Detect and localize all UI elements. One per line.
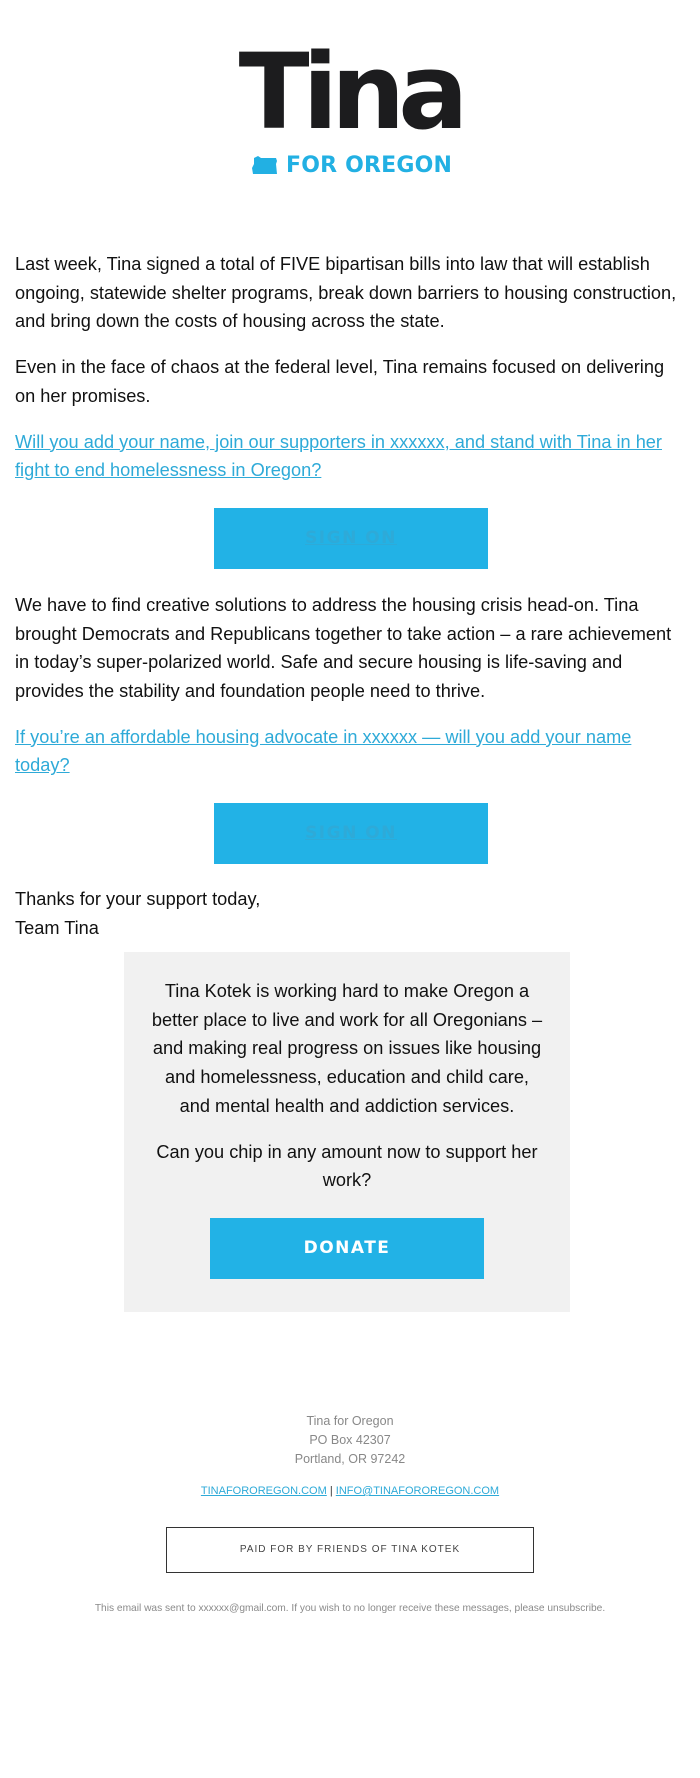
donate-box — [124, 952, 570, 1312]
logo-tagline-row — [252, 152, 452, 178]
footer-links — [0, 1485, 700, 1497]
email-body — [15, 250, 687, 943]
donate-button[interactable]: DONATE — [210, 1218, 484, 1279]
website-link[interactable]: TINAFOROREGON.COM — [200, 1485, 327, 1497]
solutions-paragraph: We have to find creative solutions to address the housing crisis head-on. Tina brought Democrats and Republicans together to take action – a rare achievement in today’s super-polarized world. Safe and secure housing is life-saving and provides the stability and foundation people need to thrive. — [15, 594, 672, 702]
logo-wordmark: Tina — [238, 31, 462, 153]
footer-po-box: PO Box 42307 — [309, 1433, 391, 1447]
email-link[interactable]: INFO@TINAFOROREGON.COM — [335, 1485, 500, 1497]
donate-ask-paragraph: Can you chip in any amount now to support her work? — [156, 1141, 538, 1191]
paid-for-disclaimer: PAID FOR BY FRIENDS OF TINA KOTEK — [166, 1527, 534, 1573]
signoff-thanks: Thanks for your support today, — [15, 889, 261, 910]
sign-on-button-1[interactable]: SIGN ON — [214, 508, 488, 569]
oregon-state-icon — [252, 155, 278, 175]
sign-on-button-2[interactable]: SIGN ON — [214, 803, 488, 864]
petition-link-2[interactable]: If you’re an affordable housing advocate in xxxxxx — will you add your name today? — [15, 726, 632, 776]
unsubscribe-notice: This email was sent to xxxxxx@gmail.com. If you wish to no longer receive these messages, please unsubscribe. — [94, 1603, 606, 1614]
link-separator: | — [329, 1485, 333, 1497]
advocate-link-paragraph — [15, 723, 687, 780]
petition-link-paragraph — [15, 428, 687, 485]
footer — [0, 1412, 700, 1614]
campaign-logo — [230, 31, 470, 178]
petition-link-1[interactable]: Will you add your name, join our supporters in xxxxxx, and stand with Tina in her fight to end homelessness in Oregon? — [15, 431, 662, 481]
logo-tagline: FOR OREGON — [286, 152, 453, 178]
footer-address — [0, 1412, 700, 1469]
signoff — [15, 885, 687, 942]
footer-org-name: Tina for Oregon — [306, 1414, 394, 1428]
signoff-signature: Team Tina — [15, 917, 99, 938]
intro-paragraph: Last week, Tina signed a total of FIVE bipartisan bills into law that will establish ongoing, statewide shelter programs, break down barriers to housing construction, and bring down the costs of housing across the state. — [15, 254, 677, 332]
footer-city: Portland, OR 97242 — [294, 1452, 406, 1466]
donate-pitch-paragraph: Tina Kotek is working hard to make Oregon a better place to live and work for all Oregonians – and making real progress on issues like housing and homelessness, education and child care, and mental health and addiction services. — [151, 981, 543, 1116]
focus-paragraph: Even in the face of chaos at the federal level, Tina remains focused on delivering on her promises. — [15, 357, 665, 406]
logo-header — [0, 31, 700, 183]
